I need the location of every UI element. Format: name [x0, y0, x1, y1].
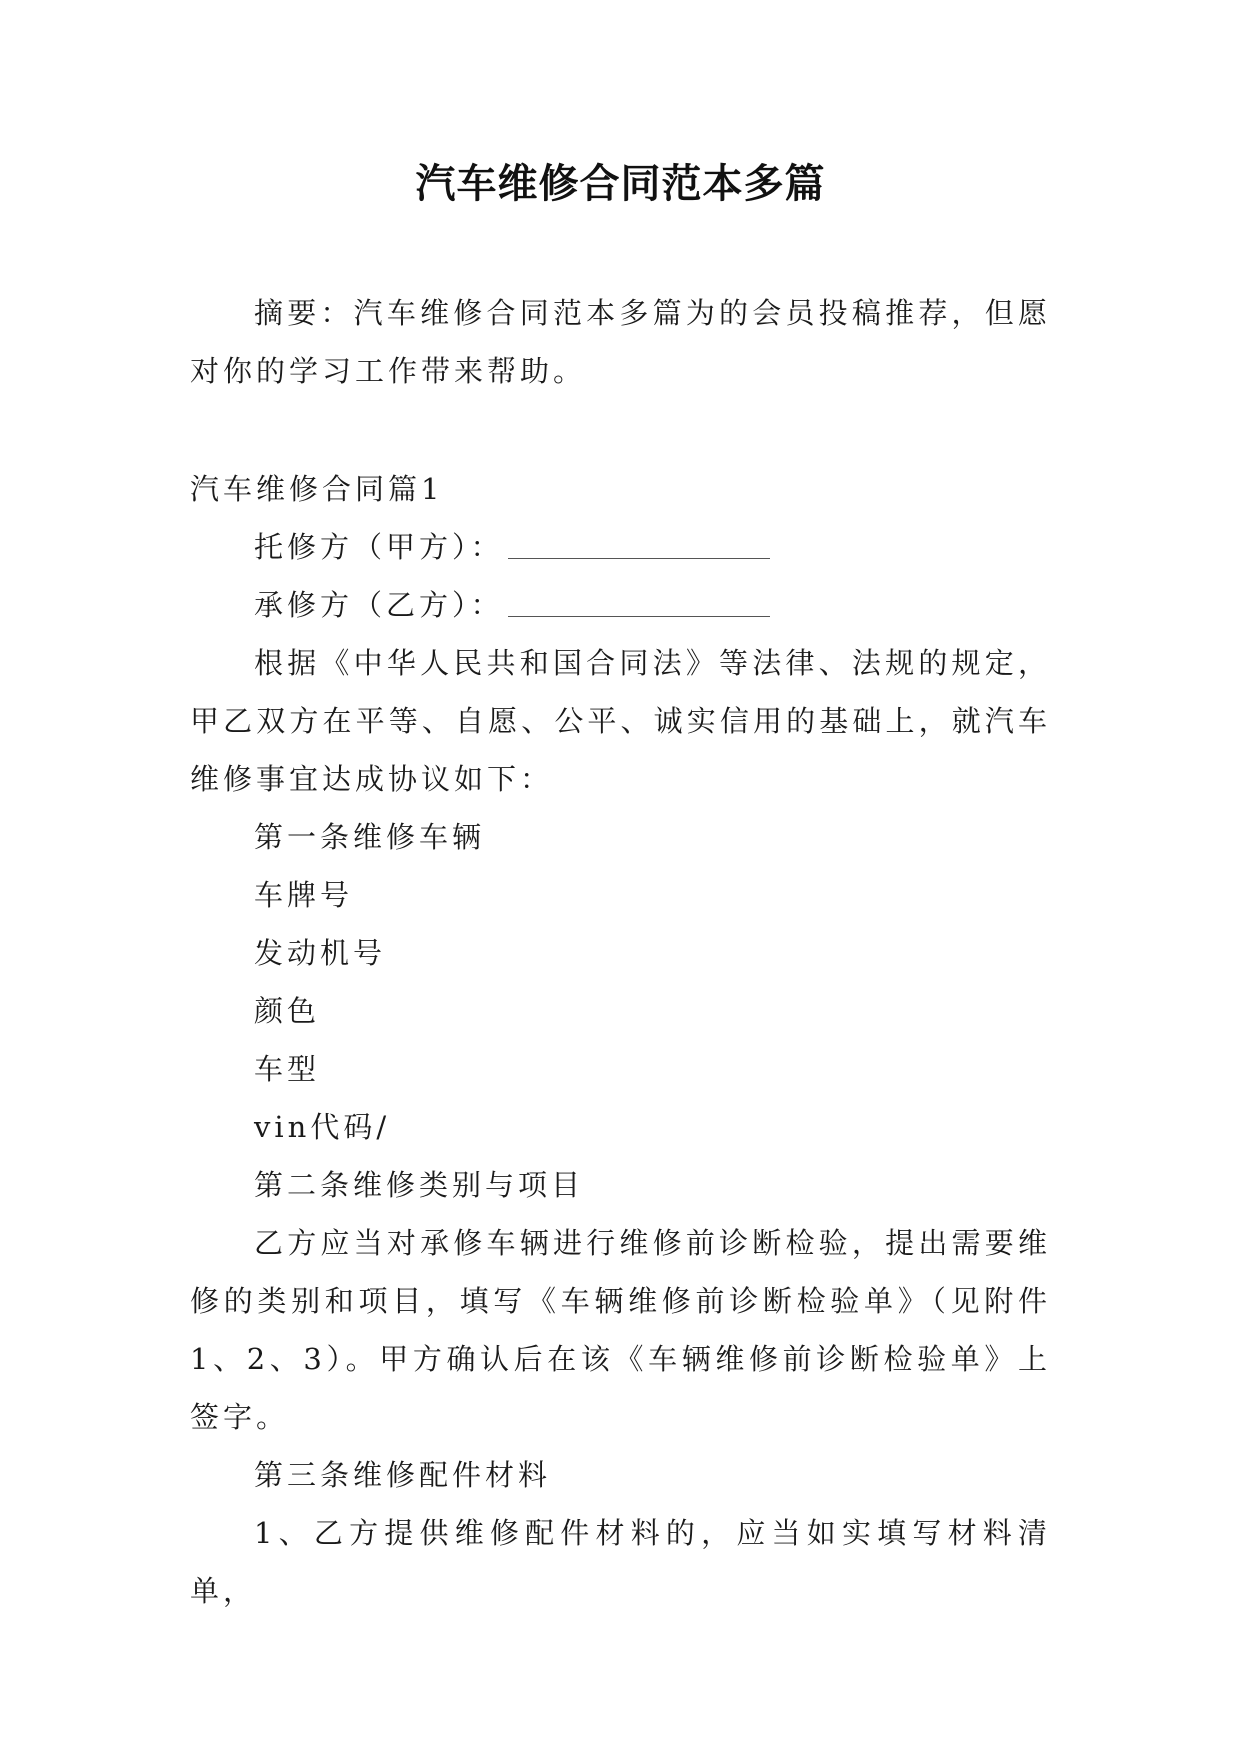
contract-body: [190, 460, 1051, 1620]
party-a-label: 托修方（甲方）：: [254, 530, 504, 564]
party-b-blank[interactable]: [508, 614, 770, 617]
field-vin: vin代码/: [254, 1110, 391, 1144]
article-2-paragraph: 乙方应当对承修车辆进行维修前诊断检验，提出需要维修的类别和项目，填写《车辆维修前诊断检验单》（见附件1、2、3）。甲方确认后在该《车辆维修前诊断检验单》上签字。: [190, 1226, 1051, 1434]
article-2-heading: 第二条维修类别与项目: [254, 1168, 585, 1202]
abstract-paragraph: 摘要：汽车维修合同范本多篇为的会员投稿推荐，但愿对你的学习工作带来帮助。: [190, 296, 1051, 388]
section-heading: 汽车维修合同篇1: [190, 472, 444, 506]
party-a-line: [190, 518, 1051, 576]
field-color: 颜色: [254, 994, 321, 1028]
intro-paragraph: 根据《中华人民共和国合同法》等法律、法规的规定，甲乙双方在平等、自愿、公平、诚实信用的基础上，就汽车维修事宜达成协议如下：: [190, 646, 1051, 796]
article-1-heading: 第一条维修车辆: [254, 820, 486, 854]
document-title: 汽车维修合同范本多篇: [415, 161, 826, 207]
field-engine: 发动机号: [254, 936, 387, 970]
abstract-block: [190, 284, 1051, 400]
party-b-label: 承修方（乙方）：: [254, 588, 504, 622]
article-3-item-1: 1、乙方提供维修配件材料的，应当如实填写材料清单，: [190, 1516, 1051, 1608]
article-3-heading: 第三条维修配件材料: [254, 1458, 552, 1492]
field-plate: 车牌号: [254, 878, 354, 912]
party-a-blank[interactable]: [508, 556, 770, 559]
party-b-line: [190, 576, 1051, 634]
field-model: 车型: [254, 1052, 321, 1086]
